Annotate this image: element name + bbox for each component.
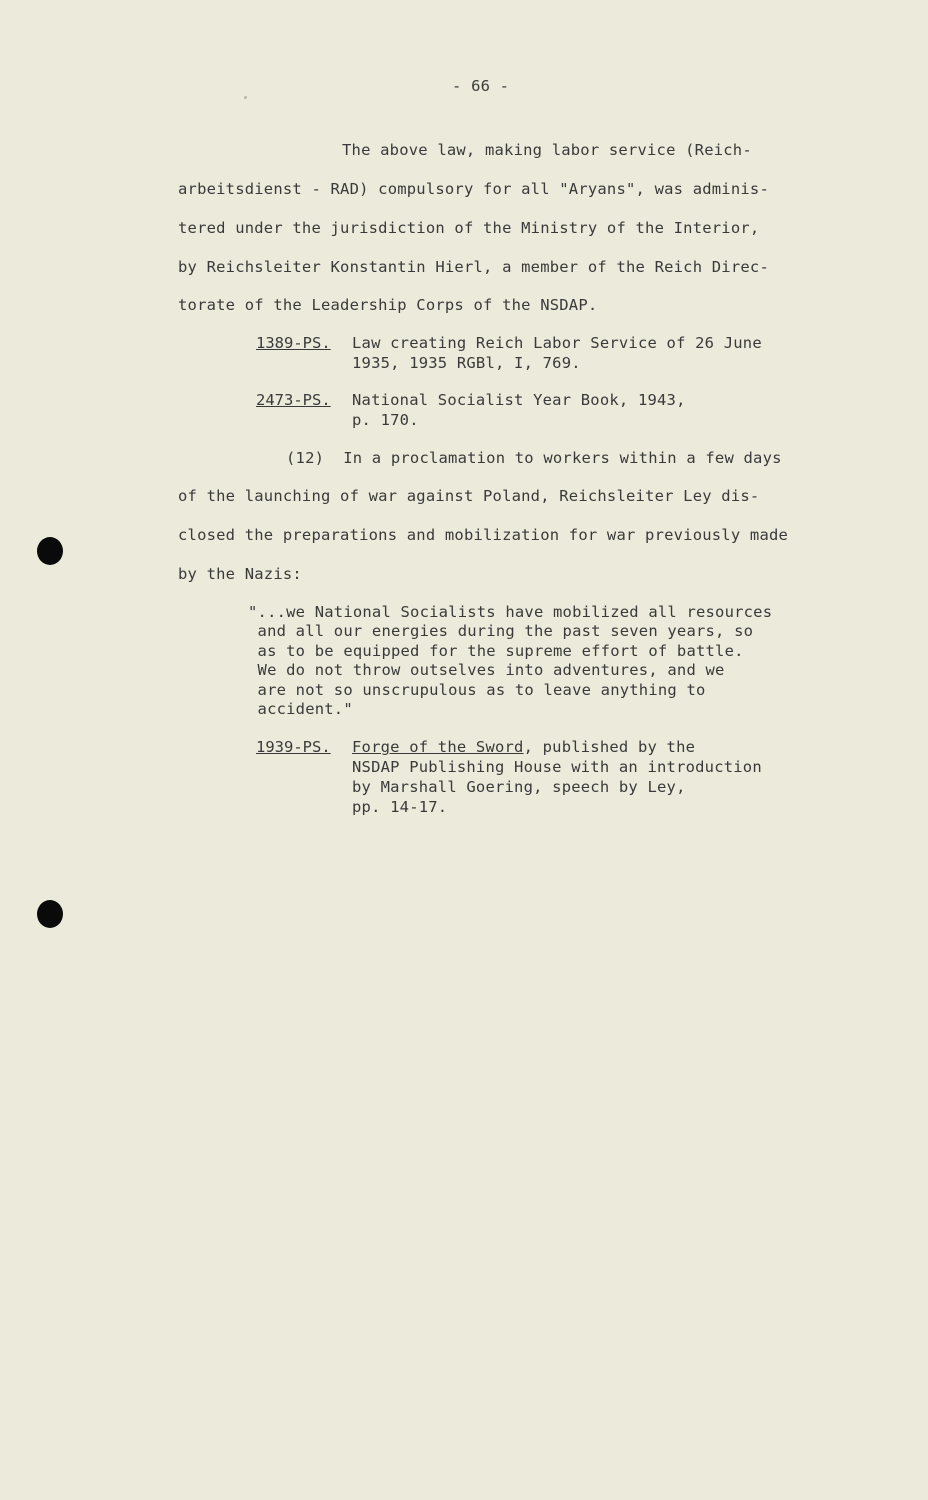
citation-1939-line-3: by Marshall Goering, speech by Ley, xyxy=(352,778,686,796)
paragraph2-line-3: closed the preparations and mobilization for war previously made xyxy=(178,526,789,544)
citation-1939-line-2: NSDAP Publishing House with an introduction xyxy=(352,758,762,776)
paragraph2-line-2: of the launching of war against Poland, Reichsleiter Ley dis- xyxy=(178,487,760,505)
quote-line-5: are not so unscrupulous as to leave anything to xyxy=(248,681,706,699)
quote-line-1: "...we National Socialists have mobilized all resources xyxy=(248,603,773,621)
paragraph2-line-1: (12) In a proclamation to workers within a few days xyxy=(286,449,782,467)
citation-2473-line-1: National Socialist Year Book, 1943, xyxy=(352,391,686,409)
paragraph1-line-2: arbeitsdienst - RAD) compulsory for all "Aryans", was adminis- xyxy=(178,180,769,198)
page-number: - 66 - xyxy=(452,77,510,95)
citation-1389-line-2: 1935, 1935 RGBl, I, 769. xyxy=(352,354,581,372)
citation-ref-1939: 1939-PS. xyxy=(256,738,331,756)
paragraph1-line-4: by Reichsleiter Konstantin Hierl, a member of the Reich Direc- xyxy=(178,258,769,276)
citation-1939-title: Forge of the Sword xyxy=(352,738,524,756)
paragraph2-line-4: by the Nazis: xyxy=(178,565,302,583)
quote-line-4: We do not throw outselves into adventures, and we xyxy=(248,661,725,679)
citation-ref-1389: 1389-PS. xyxy=(256,334,331,352)
quote-line-6: accident." xyxy=(248,700,353,718)
quote-line-3: as to be equipped for the supreme effort of battle. xyxy=(248,642,744,660)
citation-1939-line-1 xyxy=(352,737,695,757)
citation-2473-line-2: p. 170. xyxy=(352,411,419,429)
binder-hole-top xyxy=(37,537,63,565)
paper-speck xyxy=(244,96,247,99)
binder-hole-bottom xyxy=(37,900,63,928)
paragraph1-line-5: torate of the Leadership Corps of the NSDAP. xyxy=(178,296,598,314)
citation-ref-2473: 2473-PS. xyxy=(256,391,331,409)
quote-line-2: and all our energies during the past seven years, so xyxy=(248,622,754,640)
citation-1939-line-4: pp. 14-17. xyxy=(352,798,448,816)
paragraph1-line-1: The above law, making labor service (Reich- xyxy=(342,141,752,159)
citation-1389-line-1: Law creating Reich Labor Service of 26 June xyxy=(352,334,762,352)
paragraph1-line-3: tered under the jurisdiction of the Ministry of the Interior, xyxy=(178,219,760,237)
citation-1939-title-rest: , published by the xyxy=(523,738,696,756)
